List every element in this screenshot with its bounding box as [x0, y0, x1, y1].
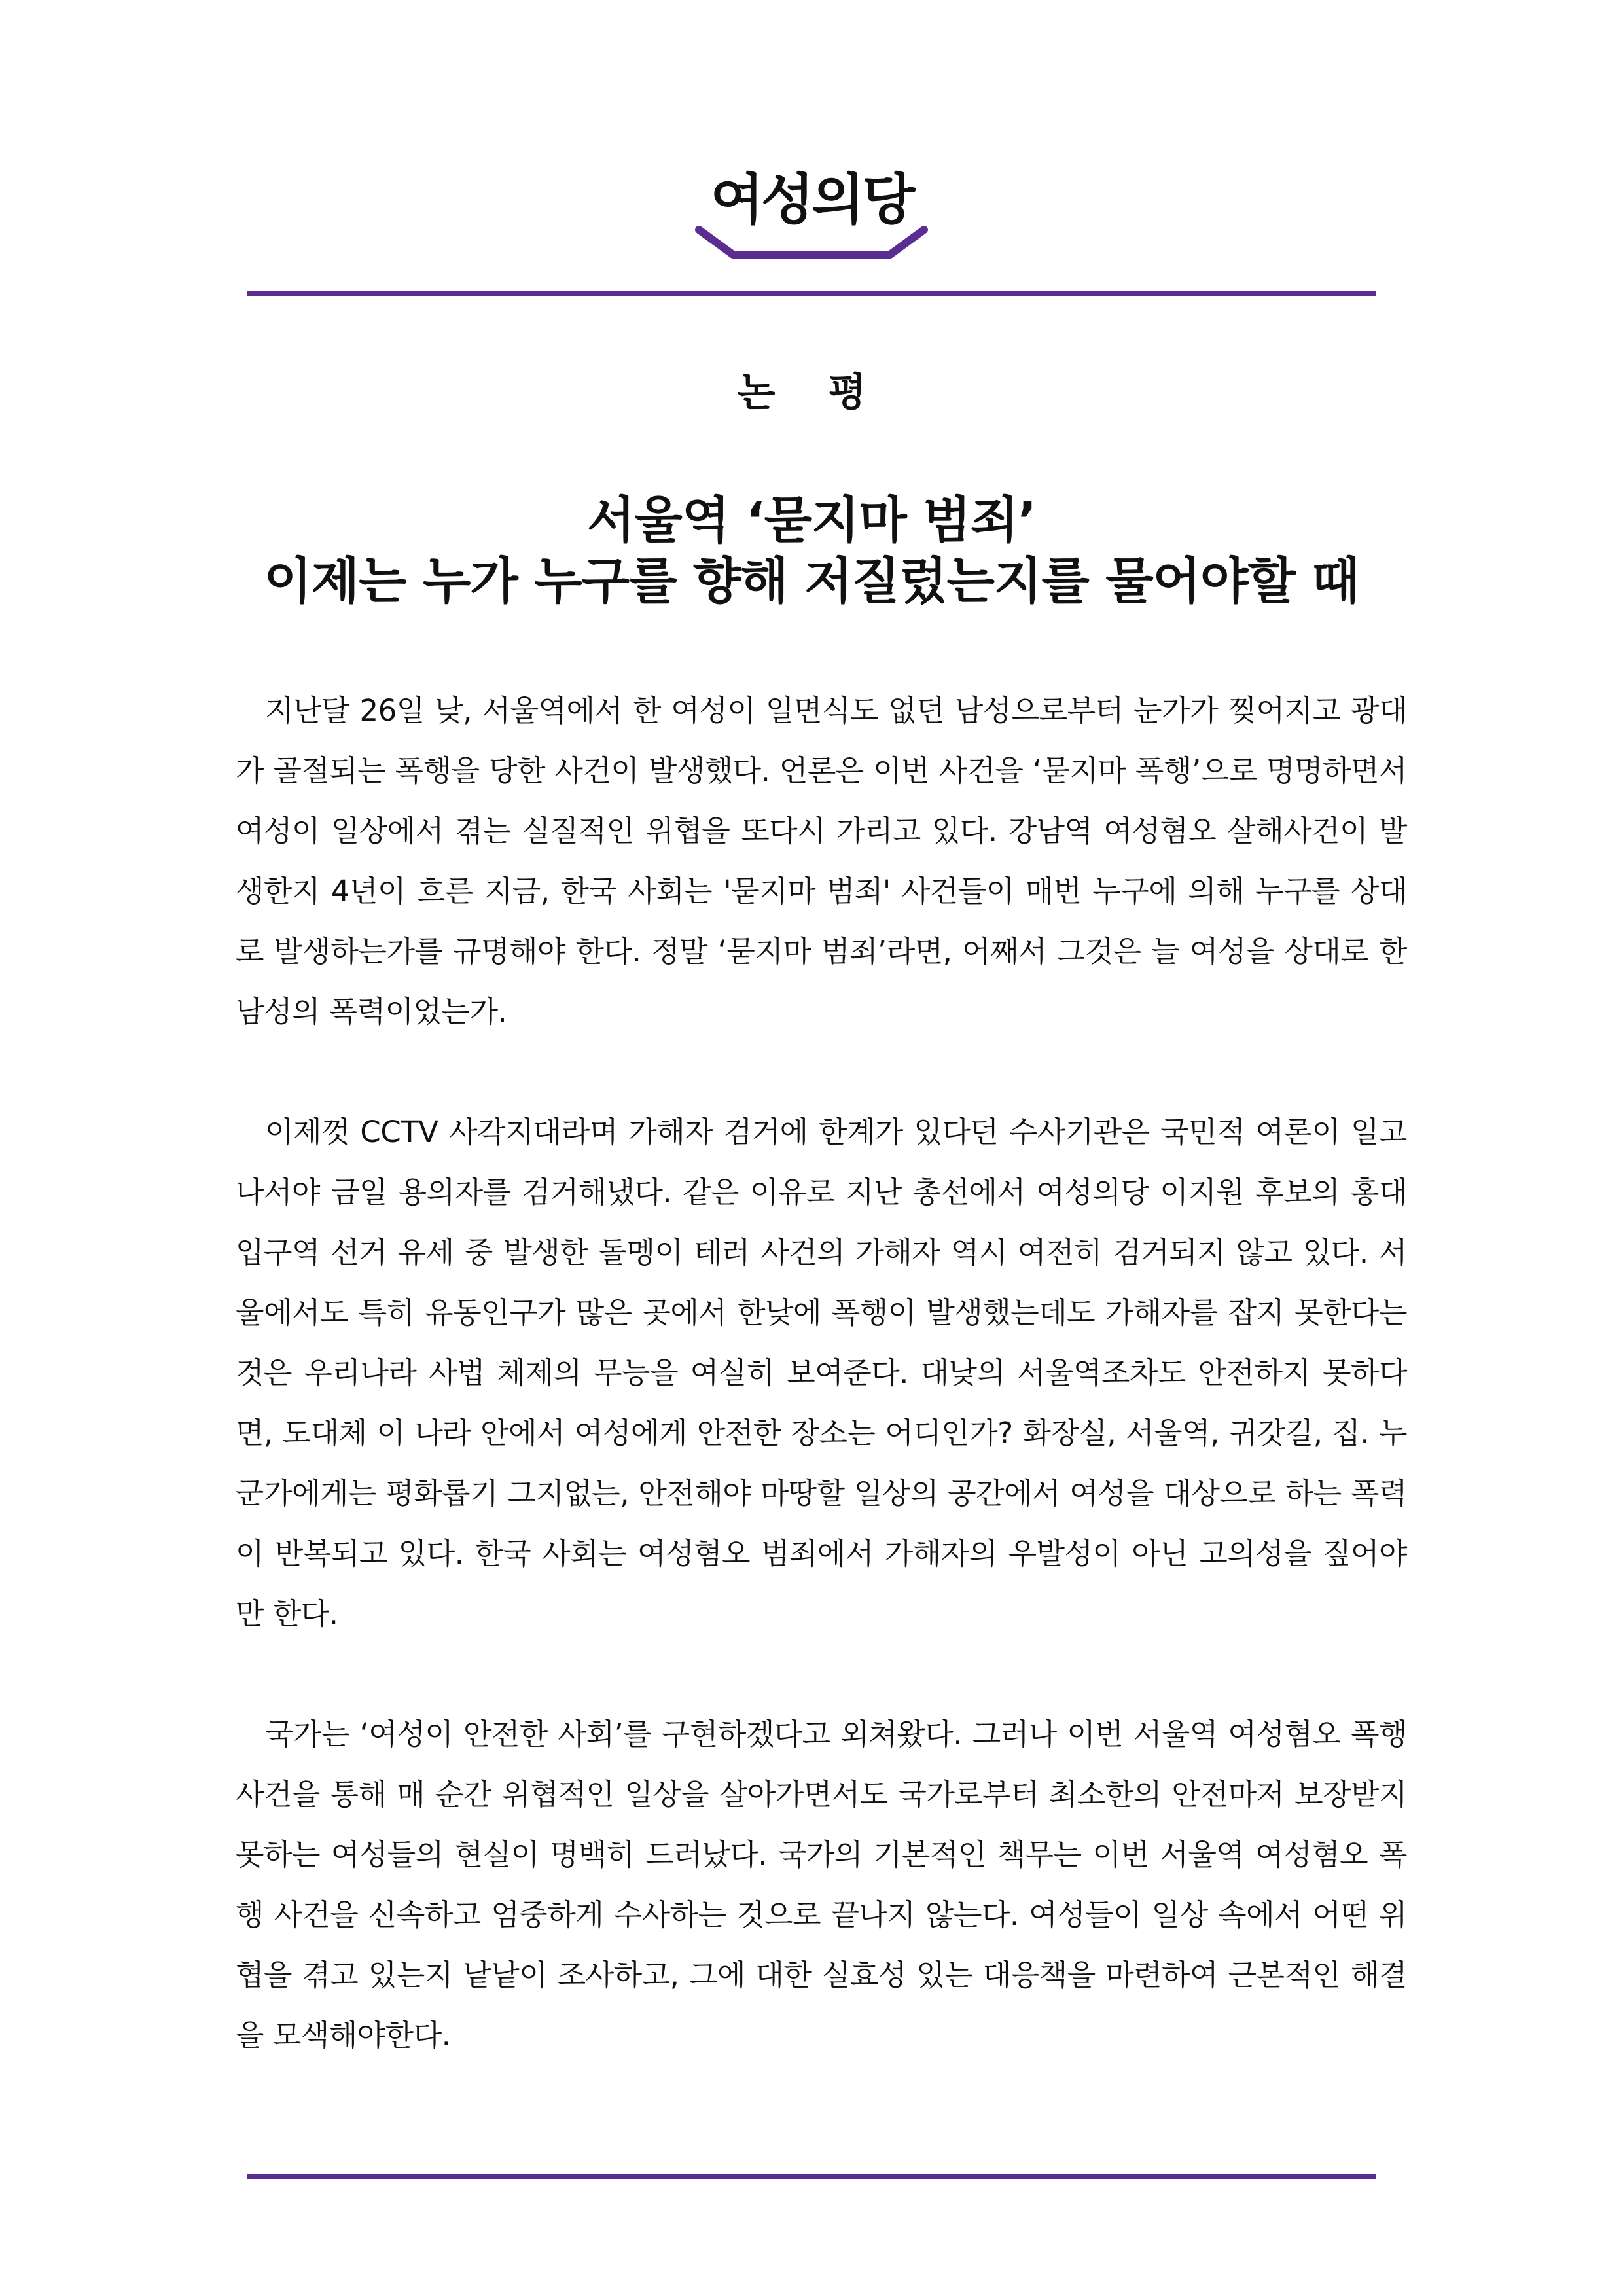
article-body — [236, 681, 1407, 2126]
paragraph-2: 이제껏 CCTV 사각지대라며 가해자 검거에 한계가 있다던 수사기관은 국민적 여론이 일고 나서야 금일 용의자를 검거해냈다. 같은 이유로 지난 총선에서 여성의당 이지원 후보의 홍대입구역 선거 유세 중 발생한 돌멩이 테러 사건의 가해자 역시 여전히 검거되지 않고 있다. 서울에서도 특히 유동인구가 많은 곳에서 한낮에 폭행이 발생했는데도 가해자를 잡지 못한다는 것은 우리나라 사법 체제의 무능을 여실히 보여준다. 대낮의 서울역조차도 안전하지 못하다면, 도대체 이 나라 안에서 여성에게 안전한 장소는 어디인가? 화장실, 서울역, 귀갓길, 집. 누군가에게는 평화롭기 그지없는, 안전해야 마땅할 일상의 공간에서 여성을 대상으로 하는 폭력이 반복되고 있다. 한국 사회는 여성혐오 범죄에서 가해자의 우발성이 아닌 고의성을 짚어야만 한다. — [236, 1115, 1407, 1631]
bottom-divider — [247, 2174, 1376, 2179]
party-logo — [674, 167, 949, 265]
paragraph-3: 국가는 ‘여성이 안전한 사회’를 구현하겠다고 외쳐왔다. 그러나 이번 서울역 여성혐오 폭행 사건을 통해 매 순간 위협적인 일상을 살아가면서도 국가로부터 최소한의 안전마저 보장받지 못하는 여성들의 현실이 명백히 드러났다. 국가의 기본적인 책무는 이번 서울역 여성혐오 폭행 사건을 신속하고 엄중하게 수사하는 것으로 끝나지 않는다. 여성들이 일상 속에서 어떤 위협을 겪고 있는지 낱낱이 조사하고, 그에 대한 실효성 있는 대응책을 마련하여 근본적인 해결을 모색해야한다. — [236, 1717, 1407, 2053]
headline-line-1: 서울역 ‘묻지마 범죄’ — [587, 491, 1036, 549]
paragraph-1: 지난달 26일 낮, 서울역에서 한 여성이 일면식도 없던 남성으로부터 눈가가 찢어지고 광대가 골절되는 폭행을 당한 사건이 발생했다. 언론은 이번 사건을 ‘묻지마 폭행’으로 명명하면서 여성이 일상에서 겪는 실질적인 위협을 또다시 가리고 있다. 강남역 여성혐오 살해사건이 발생한지 4년이 흐른 지금, 한국 사회는 '묻지마 범죄' 사건들이 매번 누구에 의해 누구를 상대로 발생하는가를 규명해야 한다. 정말 ‘묻지마 범죄’라면, 어째서 그것은 늘 여성을 상대로 한 남성의 폭력이었는가. — [236, 693, 1407, 1029]
document-type-label: 논 평 — [737, 370, 886, 416]
logo-text: 여성의당 — [710, 168, 913, 232]
logo-chevron-icon — [694, 224, 929, 264]
headline-line-2: 이제는 누가 누구를 향해 저질렀는지를 물어야할 때 — [264, 552, 1359, 610]
top-divider — [247, 291, 1376, 296]
